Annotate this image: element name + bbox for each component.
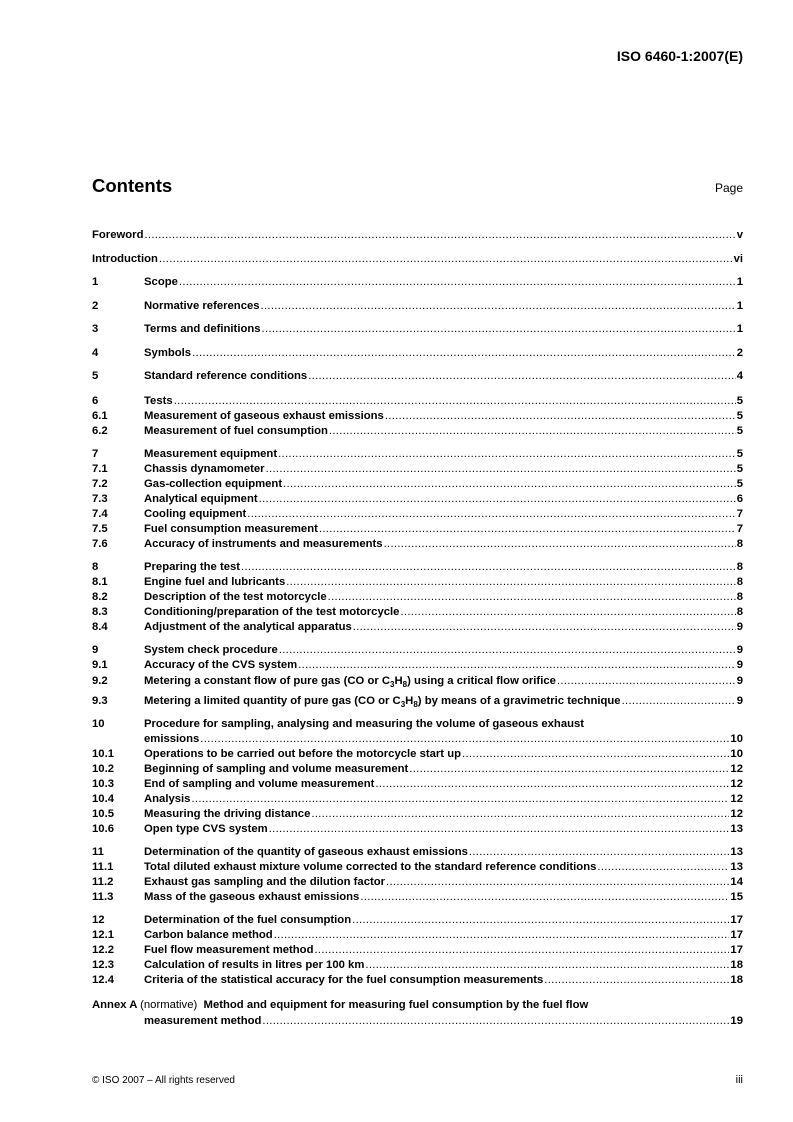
- toc-entry[interactable]: [92, 747, 743, 762]
- toc-entry-title: Terms and definitions: [144, 323, 261, 335]
- dot-leader: [311, 807, 729, 822]
- toc-entry-page: 8: [736, 575, 743, 588]
- dot-leader: [319, 522, 736, 537]
- toc-entry-number: 12.1: [92, 928, 114, 941]
- toc-entry-continuation[interactable]: [92, 732, 743, 747]
- toc-entry-page: 6: [736, 492, 743, 505]
- toc-entry-number: 10: [92, 717, 105, 730]
- dot-leader: [308, 365, 735, 389]
- toc-entry-number: 10.2: [92, 762, 114, 775]
- dot-leader: [360, 890, 729, 905]
- toc-entry-page: 5: [736, 462, 743, 475]
- toc-entry[interactable]: [92, 973, 743, 988]
- toc-entry[interactable]: [92, 860, 743, 875]
- toc-entry-page: 13: [730, 822, 743, 835]
- toc-entry[interactable]: [92, 507, 743, 522]
- toc-entry-title: Tests: [144, 394, 173, 407]
- toc-entry-page: 9: [736, 694, 743, 707]
- dot-leader: [247, 507, 735, 522]
- toc-entry-page: 7: [736, 507, 743, 520]
- toc-entry-title: Measuring the driving distance: [144, 807, 311, 820]
- toc-entry-page: 2: [736, 346, 743, 359]
- toc-entry-page: 5: [736, 424, 743, 437]
- toc-entry[interactable]: [92, 295, 743, 319]
- dot-leader: [557, 673, 736, 690]
- toc-entry[interactable]: [92, 890, 743, 905]
- toc-entry-number: 12.4: [92, 973, 114, 986]
- toc-entry-title: Fuel flow measurement method: [144, 943, 314, 956]
- toc-entry-title: Symbols: [144, 346, 192, 359]
- toc-entry-title: Beginning of sampling and volume measurement: [144, 762, 409, 775]
- toc-entry-number: 11.3: [92, 890, 114, 903]
- dot-leader: [278, 447, 736, 462]
- toc-entry-title: Analytical equipment: [144, 492, 258, 505]
- toc-entry-page: 9: [736, 620, 743, 633]
- toc-entry-title: Metering a constant flow of pure gas (CO or $C_3H_8$) using a critical flow orifice: [144, 674, 556, 689]
- toc-entry[interactable]: [92, 673, 743, 690]
- toc-entry-page: 4: [736, 370, 743, 382]
- toc-entry-title: Open type CVS system: [144, 822, 268, 835]
- toc-entry-title: Introduction: [92, 252, 158, 265]
- toc-entry-title: Criteria of the statistical accuracy for the fuel consumption measurements: [144, 973, 544, 986]
- dot-leader: [286, 575, 735, 590]
- toc-entry-number: 5: [92, 370, 99, 382]
- dot-leader: [192, 342, 736, 366]
- toc-entry[interactable]: [92, 394, 743, 409]
- toc-entry[interactable]: [92, 792, 743, 807]
- toc-entry[interactable]: [92, 605, 743, 620]
- toc-entry-number: 11.2: [92, 875, 114, 888]
- toc-entry[interactable]: [92, 958, 743, 973]
- toc-entry-number: 7.4: [92, 507, 108, 520]
- toc-entry-page: 1: [736, 299, 743, 312]
- toc-entry-page: 14: [730, 875, 743, 888]
- toc-entry-number: 7.2: [92, 477, 108, 490]
- toc-entry-title: Conditioning/preparation of the test motorcycle: [144, 605, 400, 618]
- toc-entry[interactable]: [92, 575, 743, 590]
- dot-leader: [386, 875, 729, 890]
- toc-entry-page: 1: [736, 276, 743, 288]
- toc-entry-number: 3: [92, 323, 99, 335]
- toc-entry-title: Carbon balance method: [144, 928, 273, 941]
- toc-entry-number: 6.2: [92, 424, 108, 437]
- dot-leader: [261, 295, 736, 319]
- toc-entry-page: 5: [736, 447, 743, 460]
- toc-entry-title: Preparing the test: [144, 560, 241, 573]
- toc-entry-title: Metering a limited quantity of pure gas (CO or $C_3H_8$) by means of a gravimetric technique: [144, 694, 621, 709]
- toc-entry-number: 9.1: [92, 658, 108, 671]
- dot-leader: [259, 492, 736, 507]
- annex-title: Method and equipment for measuring fuel consumption by the fuel flow: [203, 998, 589, 1011]
- dot-leader: [179, 271, 736, 295]
- toc-entry-title: Standard reference conditions: [144, 370, 308, 382]
- dot-leader: [241, 560, 736, 575]
- dot-leader: [269, 822, 730, 837]
- dot-leader: [274, 928, 730, 943]
- toc-entry-number: 10.1: [92, 747, 114, 760]
- toc-entry[interactable]: [92, 318, 743, 342]
- toc-entry-number: 7.5: [92, 522, 108, 535]
- toc-entry[interactable]: [92, 658, 743, 673]
- toc-entry-number: 12.3: [92, 958, 114, 971]
- toc-entry-page: 12: [730, 762, 743, 775]
- toc-entry-title: Measurement of gaseous exhaust emissions: [144, 409, 384, 422]
- dot-leader: [469, 845, 730, 860]
- toc-entry-page: 9: [736, 643, 743, 656]
- toc-entry-page: v: [736, 229, 743, 241]
- table-of-contents: [92, 224, 743, 1029]
- toc-entry-page: 9: [736, 658, 743, 671]
- toc-entry-number: 7: [92, 447, 99, 460]
- toc-entry-number: 7.6: [92, 537, 108, 550]
- toc-entry-title: System check procedure: [144, 643, 278, 656]
- annex-type: (normative): [140, 998, 198, 1011]
- toc-entry-number: 10.3: [92, 777, 114, 790]
- dot-leader: [266, 462, 736, 477]
- toc-entry-introduction[interactable]: [92, 248, 743, 272]
- dot-leader: [279, 643, 736, 658]
- annex-label: Annex A: [92, 998, 137, 1011]
- toc-entry-page: 8: [736, 590, 743, 603]
- toc-entry-page: 12: [730, 792, 743, 805]
- toc-entry-number: 9.2: [92, 674, 108, 687]
- toc-entry-title: Analysis: [144, 792, 191, 805]
- toc-entry-title: Measurement of fuel consumption: [144, 424, 328, 437]
- toc-entry-number: 2: [92, 299, 99, 312]
- toc-entry[interactable]: [92, 690, 743, 712]
- dot-leader: [409, 762, 729, 777]
- toc-entry[interactable]: [92, 342, 743, 366]
- toc-entry-page: 8: [736, 605, 743, 618]
- toc-entry-number: 11: [92, 845, 104, 858]
- toc-entry-number: 8.2: [92, 590, 108, 603]
- toc-entry[interactable]: [92, 943, 743, 958]
- toc-entry-page: 12: [730, 777, 743, 790]
- toc-entry-number: 8.3: [92, 605, 108, 618]
- toc-entry-page: 17: [730, 943, 743, 956]
- toc-entry-title: Normative references: [144, 299, 260, 312]
- toc-entry-number: 9: [92, 643, 99, 656]
- toc-entry[interactable]: [92, 620, 743, 635]
- dot-leader: [365, 958, 729, 973]
- toc-entry-number: 10.4: [92, 792, 114, 805]
- toc-entry-number: 7.1: [92, 462, 108, 475]
- dot-leader: [298, 658, 736, 673]
- page-column-label: Page: [714, 181, 743, 195]
- toc-entry[interactable]: [92, 643, 743, 658]
- toc-entry[interactable]: [92, 913, 743, 928]
- dot-leader: [314, 943, 729, 958]
- dot-leader: [375, 777, 729, 792]
- dot-leader: [191, 792, 729, 807]
- toc-entry-page: 5: [736, 477, 743, 490]
- dot-leader: [262, 1014, 729, 1029]
- toc-entry-page: vi: [733, 252, 743, 265]
- dot-leader: [174, 394, 736, 409]
- page-number: iii: [735, 1074, 743, 1086]
- toc-entry-title: Foreword: [92, 229, 144, 241]
- toc-entry-page: 8: [736, 537, 743, 550]
- dot-leader: [329, 424, 736, 439]
- toc-entry-number: 11.1: [92, 860, 114, 873]
- dot-leader: [384, 537, 736, 552]
- toc-entry-title: Cooling equipment: [144, 507, 247, 520]
- toc-entry-page: 10: [730, 732, 743, 745]
- toc-entry-title: Description of the test motorcycle: [144, 590, 327, 603]
- toc-entry-title: Chassis dynamometer: [144, 462, 265, 475]
- toc-entry-number: 12.2: [92, 943, 114, 956]
- toc-entry-page: 19: [730, 1014, 743, 1027]
- toc-entry-number: 6.1: [92, 409, 108, 422]
- toc-entry[interactable]: [92, 271, 743, 295]
- toc-entry-multiline[interactable]: [92, 717, 743, 732]
- toc-entry[interactable]: [92, 590, 743, 605]
- dot-leader: [597, 860, 729, 875]
- toc-entry-number: 6: [92, 394, 99, 407]
- toc-entry-title: End of sampling and volume measurement: [144, 777, 375, 790]
- toc-entry-title: Mass of the gaseous exhaust emissions: [144, 890, 360, 903]
- toc-entry-title: Measurement equipment: [144, 447, 278, 460]
- toc-entry-title: Scope: [144, 276, 178, 288]
- toc-entry-title: Accuracy of instruments and measurements: [144, 537, 383, 550]
- toc-entry-title: Total diluted exhaust mixture volume corrected to the standard reference conditions: [144, 860, 597, 873]
- toc-entry-number: 4: [92, 346, 99, 359]
- toc-entry-annex-continuation[interactable]: [92, 1014, 743, 1029]
- toc-entry[interactable]: [92, 424, 743, 439]
- toc-entry[interactable]: [92, 365, 743, 389]
- dot-leader: [385, 409, 736, 424]
- toc-entry-page: 13: [730, 845, 743, 858]
- toc-entry[interactable]: [92, 492, 743, 507]
- toc-entry[interactable]: [92, 409, 743, 424]
- toc-entry-title: Procedure for sampling, analysing and measuring the volume of gaseous exhaust: [144, 717, 585, 730]
- toc-entry[interactable]: [92, 522, 743, 537]
- toc-entry[interactable]: [92, 875, 743, 890]
- toc-entry-number: 9.3: [92, 694, 108, 707]
- dot-leader: [622, 690, 736, 712]
- toc-entry-page: 12: [730, 807, 743, 820]
- toc-entry-number: 8.1: [92, 575, 108, 588]
- toc-entry[interactable]: [92, 560, 743, 575]
- toc-entry-title: Exhaust gas sampling and the dilution factor: [144, 875, 386, 888]
- toc-entry-title: Determination of the fuel consumption: [144, 913, 352, 926]
- dot-leader: [283, 477, 736, 492]
- toc-entry-page: 9: [736, 674, 743, 687]
- toc-entry-page: 18: [730, 973, 743, 986]
- toc-entry-number: 12: [92, 913, 105, 926]
- toc-entry[interactable]: [92, 537, 743, 552]
- dot-leader: [144, 224, 735, 248]
- toc-entry-foreword[interactable]: [92, 224, 743, 248]
- contents-heading: Contents: [92, 175, 173, 196]
- toc-entry[interactable]: [92, 462, 743, 477]
- toc-entry-page: 5: [736, 394, 743, 407]
- toc-entry-page: 10: [730, 747, 743, 760]
- toc-entry-number: 8.4: [92, 620, 108, 633]
- toc-entry-number: 7.3: [92, 492, 108, 505]
- dot-leader: [462, 747, 729, 762]
- dot-leader: [353, 620, 736, 635]
- toc-entry-page: 18: [730, 958, 743, 971]
- annex-title-cont: measurement method: [144, 1014, 262, 1027]
- toc-entry-page: 1: [736, 323, 743, 335]
- toc-entry-title: Engine fuel and lubricants: [144, 575, 286, 588]
- toc-entry-title: Accuracy of the CVS system: [144, 658, 298, 671]
- dot-leader: [352, 913, 729, 928]
- toc-entry-title: Adjustment of the analytical apparatus: [144, 620, 352, 633]
- toc-entry-number: 8: [92, 560, 99, 573]
- toc-entry-page: 8: [736, 560, 743, 573]
- toc-entry-title: Gas-collection equipment: [144, 477, 283, 490]
- toc-entry-title: Fuel consumption measurement: [144, 522, 318, 535]
- toc-entry[interactable]: [92, 777, 743, 792]
- toc-entry-title-cont: emissions: [144, 732, 200, 745]
- toc-entry-page: 5: [736, 409, 743, 422]
- toc-entry-page: 7: [736, 522, 743, 535]
- toc-entry-page: 17: [730, 928, 743, 941]
- toc-entry-page: 15: [730, 890, 743, 903]
- toc-entry-page: 13: [730, 860, 743, 873]
- toc-entry-title: Operations to be carried out before the motorcycle start up: [144, 747, 462, 760]
- dot-leader: [328, 590, 736, 605]
- toc-entry[interactable]: [92, 807, 743, 822]
- dot-leader: [544, 973, 729, 988]
- toc-entry-page: 17: [730, 913, 743, 926]
- toc-entry[interactable]: [92, 845, 743, 860]
- toc-entry-number: 10.5: [92, 807, 114, 820]
- toc-entry[interactable]: [92, 928, 743, 943]
- dot-leader: [400, 605, 735, 620]
- dot-leader: [159, 248, 733, 272]
- toc-entry[interactable]: [92, 762, 743, 777]
- dot-leader: [200, 732, 729, 747]
- toc-entry-number: 1: [92, 276, 99, 288]
- toc-entry-title: Calculation of results in litres per 100 km: [144, 958, 365, 971]
- document-id: ISO 6460-1:2007(E): [616, 48, 743, 64]
- toc-entry-number: 10.6: [92, 822, 114, 835]
- copyright-notice: © ISO 2007 – All rights reserved: [92, 1075, 235, 1086]
- toc-entry[interactable]: [92, 477, 743, 492]
- toc-entry[interactable]: [92, 447, 743, 462]
- toc-entry[interactable]: [92, 822, 743, 837]
- toc-entry-title: Determination of the quantity of gaseous exhaust emissions: [144, 845, 468, 858]
- dot-leader: [262, 318, 736, 342]
- toc-entry-annex-a[interactable]: [92, 996, 743, 1014]
